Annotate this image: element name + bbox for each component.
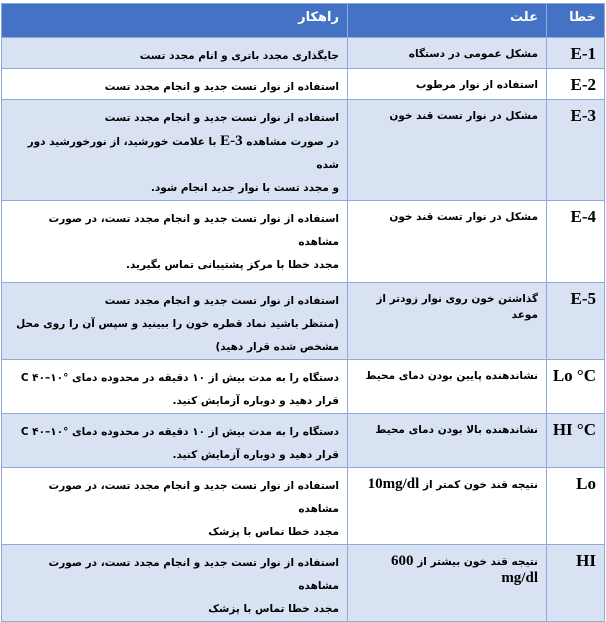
- solution-line: استفاده از نوار تست جدید و انجام مجدد تست، در صورت مشاهده: [48, 480, 339, 515]
- error-cause: مشکل در نوار تست قند خون: [348, 100, 547, 201]
- cause-value: 600 mg/dl: [391, 553, 538, 586]
- table-row: [2, 283, 605, 360]
- error-cause: [348, 545, 547, 622]
- cause-text: نتیجه قند خون کمتر از: [422, 479, 538, 491]
- table-row: [2, 201, 605, 283]
- header-solution: راهکار: [2, 4, 348, 38]
- cause-value: 10mg/dl: [367, 476, 420, 492]
- error-solution: جایگذاری مجدد باتری و انام مجدد تست: [2, 38, 348, 69]
- error-cause: استفاده از نوار مرطوب: [348, 69, 547, 100]
- solution-line: مجدد خطا تماس با پزشک: [208, 603, 339, 615]
- solution-line: [8, 130, 339, 177]
- error-solution: [2, 414, 348, 468]
- error-code: E-4: [547, 201, 605, 283]
- solution-text: در صورت مشاهده: [246, 136, 339, 148]
- error-solution: [2, 201, 348, 283]
- error-solution: [2, 100, 348, 201]
- table-row: [2, 468, 605, 545]
- header-code: خطا: [547, 4, 605, 38]
- table-row: [2, 360, 605, 414]
- error-cause: [348, 468, 547, 545]
- error-code: HI °C: [547, 414, 605, 468]
- error-code: Lo °C: [547, 360, 605, 414]
- solution-line: قرار دهید و دوباره آزمایش کنید.: [172, 395, 339, 407]
- table-header-row: [2, 4, 605, 38]
- table-row: [2, 69, 605, 100]
- solution-line: استفاده از نوار تست جدید و انجام مجدد تست، در صورت مشاهده: [48, 213, 339, 248]
- solution-line: دستگاه را به مدت بیش از ۱۰ دقیقه در محدوده دمای °C ۴۰–۱۰: [20, 426, 339, 438]
- solution-line: مجدد خطا با مرکز پشتیبانی تماس بگیرید.: [125, 259, 339, 271]
- error-solution: [2, 360, 348, 414]
- error-solution: [2, 545, 348, 622]
- error-code: E-2: [547, 69, 605, 100]
- error-cause: مشکل عمومی در دستگاه: [348, 38, 547, 69]
- solution-line: مجدد خطا تماس با پزشک: [208, 526, 339, 538]
- error-code: E-1: [547, 38, 605, 69]
- error-code-table: [1, 3, 605, 622]
- table-row: [2, 38, 605, 69]
- solution-line: استفاده از نوار تست جدید و انجام مجدد تست، در صورت مشاهده: [48, 557, 339, 592]
- table-row: [2, 100, 605, 201]
- solution-line: (منتظر باشید نماد قطره خون را ببینید و سپس آن را روی محل: [16, 318, 339, 330]
- solution-text: با علامت خورشید، از نورخورشید دور شده: [27, 136, 339, 171]
- error-code: Lo: [547, 468, 605, 545]
- solution-line: استفاده از نوار تست جدید و انجام مجدد تست: [104, 295, 339, 307]
- error-code: HI: [547, 545, 605, 622]
- solution-line: مشخص شده قرار دهید): [215, 341, 339, 353]
- error-solution: [2, 283, 348, 360]
- solution-line: استفاده از نوار تست جدید و انجام مجدد تست: [104, 112, 339, 124]
- error-cause: نشاندهنده بالا بودن دمای محیط: [348, 414, 547, 468]
- error-solution: استفاده از نوار تست جدید و انجام مجدد تست: [2, 69, 348, 100]
- error-solution: [2, 468, 348, 545]
- error-cause: گذاشتن خون روی نوار زودتر از موعد: [348, 283, 547, 360]
- solution-line: قرار دهید و دوباره آزمایش کنید.: [172, 449, 339, 461]
- solution-line: و مجدد تست با نوار جدید انجام شود.: [150, 182, 339, 194]
- error-cause: مشکل در نوار تست قند خون: [348, 201, 547, 283]
- error-cause: نشاندهنده پایین بودن دمای محیط: [348, 360, 547, 414]
- header-cause: علت: [348, 4, 547, 38]
- error-code: E-5: [547, 283, 605, 360]
- table-row: [2, 545, 605, 622]
- cause-text: نتیجه قند خون بیشتر از: [417, 556, 538, 568]
- solution-error-code: E-3: [220, 133, 243, 149]
- error-code: E-3: [547, 100, 605, 201]
- solution-line: دستگاه را به مدت بیش از ۱۰ دقیقه در محدوده دمای °C ۴۰–۱۰: [20, 372, 339, 384]
- table-row: [2, 414, 605, 468]
